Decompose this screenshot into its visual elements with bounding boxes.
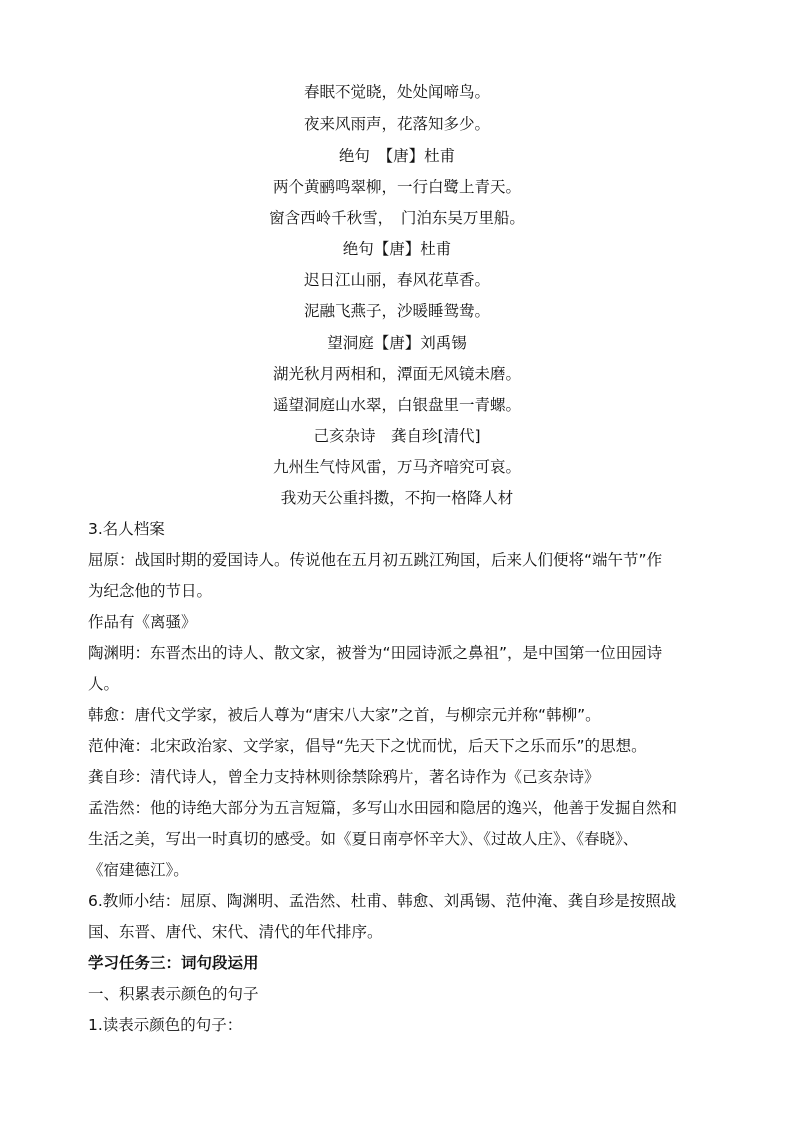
profile-line: 孟浩然：他的诗绝大部分为五言短篇，多写山水田园和隐居的逸兴，他善于发掘自然和 [88,799,678,817]
poem-line: 窗含西岭千秋雪， 门泊东吴万里船。 [269,209,525,227]
profile-line: 范仲淹：北宋政治家、文学家，倡导“先天下之忧而忧，后天下之乐而乐”的思想。 [88,737,647,755]
sub-heading: 一、积累表示颜色的句子 [88,985,259,1003]
profile-line: 陶渊明：东晋杰出的诗人、散文家，被誉为“田园诗派之鼻祖”，是中国第一位田园诗 [88,644,663,662]
task-heading: 学习任务三：词句段运用 [88,954,259,972]
poem-title: 己亥杂诗 龚自珍[清代] [313,427,481,445]
poem-title: 望洞庭【唐】刘禹锡 [327,334,467,352]
poem-line: 春眠不觉晓，处处闻啼鸟。 [303,83,490,101]
poem-line: 迟日江山丽，春风花草香。 [303,271,490,289]
summary-line: 6.教师小结：屈原、陶渊明、孟浩然、杜甫、韩愈、刘禹锡、范仲淹、龚自珍是按照战 [88,892,677,910]
poem-line: 泥融飞燕子，沙暖睡鸳鸯。 [303,302,490,320]
poem-title: 绝句【唐】杜甫 [342,240,452,258]
poem-line: 九州生气恃风雷，万马齐喑究可哀。 [272,458,521,476]
profile-line: 为纪念他的节日。 [88,582,213,600]
list-item: 1.读表示颜色的句子： [88,1016,243,1034]
poem-title: 绝句 【唐】杜甫 [338,147,456,165]
profile-line: 生活之美，写出一时真切的感受。如《夏日南亭怀辛大》、《过故人庄》、《春晓》、 [88,830,639,848]
summary-line: 国、东晋、唐代、宋代、清代的年代排序。 [88,923,383,941]
poem-line: 湖光秋月两相和，潭面无风镜未磨。 [272,365,521,383]
profile-line: 作品有《离骚》 [88,613,197,631]
poem-line: 两个黄鹂鸣翠柳，一行白鹭上青天。 [272,178,521,196]
poem-line: 我劝天公重抖擞，不拘一格降人材 [280,489,514,507]
profile-line: 人。 [88,675,120,693]
poem-line: 夜来风雨声，花落知多少。 [303,115,490,133]
profile-line: 韩愈：唐代文学家，被后人尊为“唐宋八大家”之首，与柳宗元并称“韩柳”。 [88,706,601,724]
section-heading: 3.名人档案 [88,520,165,538]
profile-line: 《宿建德江》。 [88,861,189,879]
profile-line: 龚自珍：清代诗人，曾全力支持林则徐禁除鸦片，著名诗作为《己亥杂诗》 [88,768,600,786]
poem-line: 遥望洞庭山水翠，白银盘里一青螺。 [272,396,521,414]
profile-line: 屈原：战国时期的爱国诗人。传说他在五月初五跳江殉国，后来人们便将“端午节”作 [88,551,663,569]
